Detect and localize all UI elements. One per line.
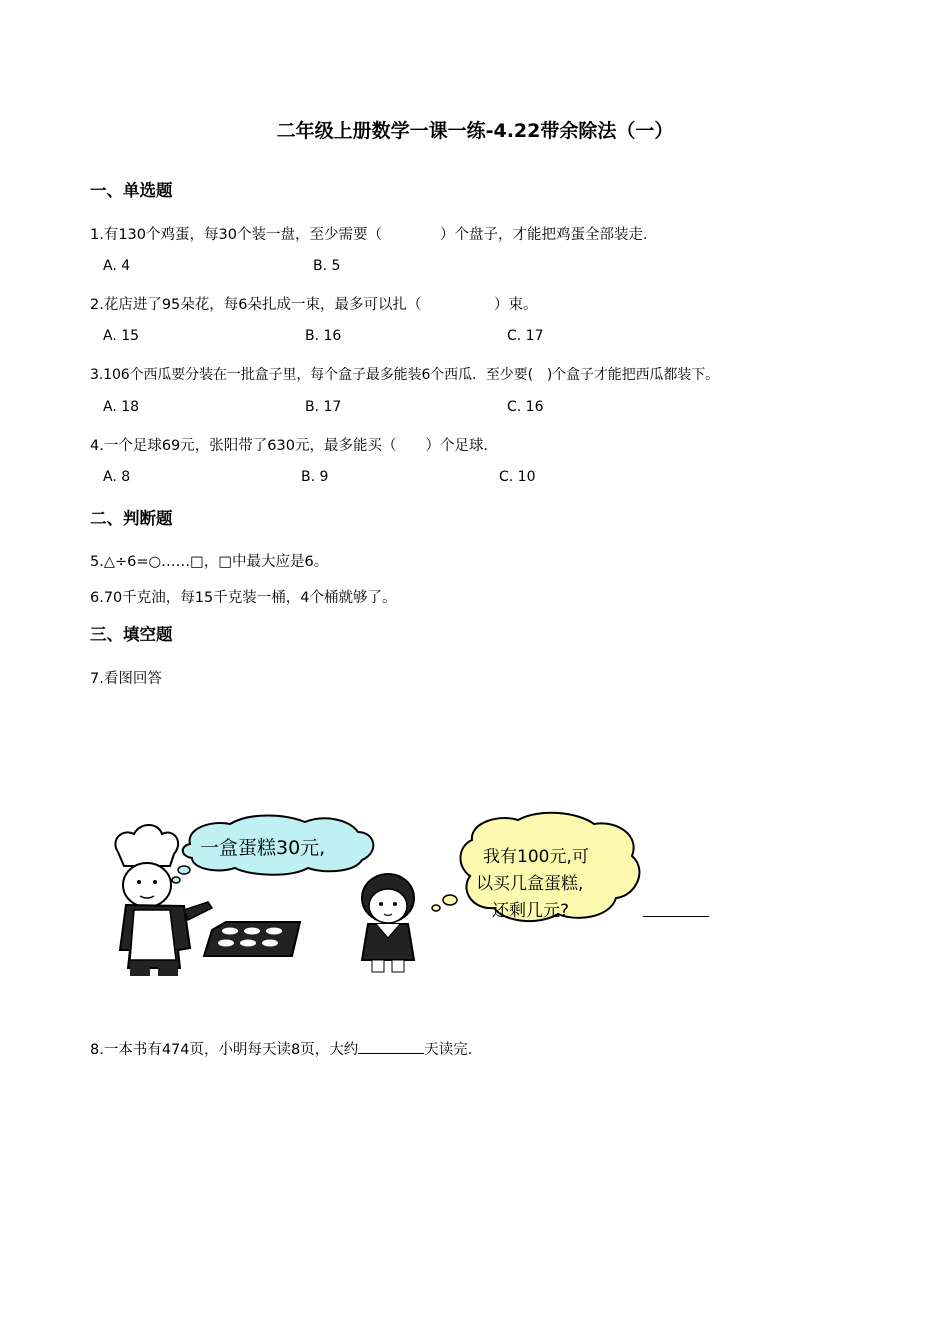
bubble-dot <box>432 905 440 911</box>
section-heading-true-false: 二、判断题 <box>90 509 173 528</box>
chef-speech-text: 一盒蛋糕30元, <box>200 837 326 859</box>
cake-tray <box>204 922 300 956</box>
question-4-option-a[interactable]: A. 8 <box>103 469 131 485</box>
section-heading-fill-in: 三、填空题 <box>90 625 173 644</box>
question-2-option-c[interactable]: C. 17 <box>507 328 544 344</box>
question-2: 2.花店进了95朵花，每6朵扎成一束，最多可以扎（ ）束。 <box>90 297 538 313</box>
question-8-text-after: 天读完． <box>424 1042 483 1058</box>
question-2-option-b[interactable]: B. 16 <box>305 328 342 344</box>
girl-speech-line-2: 以买几盒蛋糕, <box>476 874 584 894</box>
question-1: 1.有130个鸡蛋，每30个装一盘，至少需要（ ）个盘子，才能把鸡蛋全部装走． <box>90 227 658 243</box>
section-heading-single-choice: 一、单选题 <box>90 181 173 200</box>
question-7: 7.看图回答 <box>90 671 162 687</box>
bubble-dot <box>178 866 190 874</box>
question-6: 6.70千克油，每15千克装一桶，4个桶就够了。 <box>90 590 397 606</box>
girl-speech-line-3: 还剩几元? <box>492 901 570 921</box>
girl-speech-line-1: 我有100元,可 <box>483 847 589 867</box>
bubble-dot <box>443 895 457 905</box>
question-3-option-c[interactable]: C. 16 <box>507 399 544 415</box>
question-4: 4.一个足球69元，张阳带了630元，最多能买（ ）个足球． <box>90 438 498 454</box>
question-7-answer-blank[interactable] <box>643 900 709 917</box>
question-5: 5.△÷6=○……□，□中最大应是6。 <box>90 554 329 570</box>
question-3-option-a[interactable]: A. 18 <box>103 399 140 415</box>
question-2-option-a[interactable]: A. 15 <box>103 328 140 344</box>
question-3: 3.106个西瓜要分装在一批盒子里，每个盒子最多能装6个西瓜．至少要( )个盒子才能把西瓜都装下。 <box>90 367 720 383</box>
cake-illustration <box>100 810 660 990</box>
question-1-option-a[interactable]: A. 4 <box>103 258 131 274</box>
question-4-option-c[interactable]: C. 10 <box>499 469 536 485</box>
question-8-text-before: 8.一本书有474页，小明每天读8页，大约 <box>90 1042 359 1058</box>
page-title: 二年级上册数学一课一练-4.22带余除法（一） <box>276 120 674 142</box>
question-8 <box>90 1038 482 1059</box>
girl-figure <box>362 874 414 972</box>
question-4-option-b[interactable]: B. 9 <box>301 469 329 485</box>
question-8-answer-blank[interactable] <box>358 1039 424 1054</box>
question-3-option-b[interactable]: B. 17 <box>305 399 342 415</box>
bubble-dot <box>172 877 180 883</box>
question-1-option-b[interactable]: B. 5 <box>313 258 341 274</box>
